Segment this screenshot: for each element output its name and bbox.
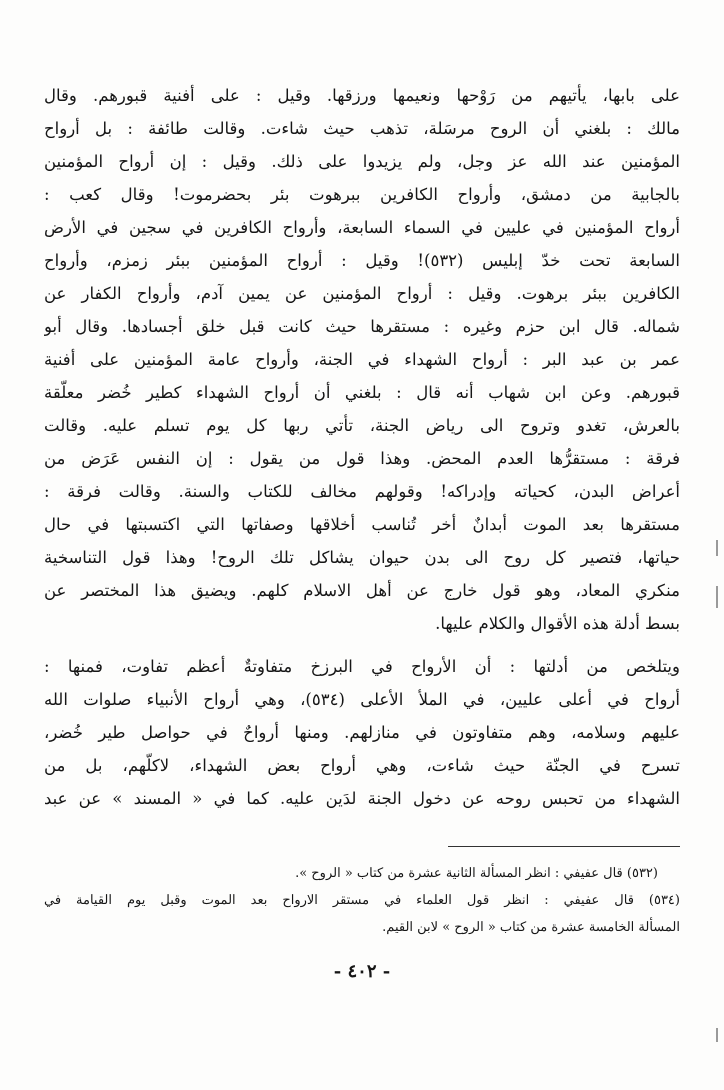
footnote-line: (٥٣٢) قال عفيفي : انظر المسألة الثانية عشرة من كتاب « الروح ». (295, 866, 658, 881)
text-line: أعراض البدن، كحياته وإدراكه! وقولهم مخالف للكتاب والسنة. وقالت فرقة : (44, 482, 680, 501)
text-line: حياتها، فتصير كل روح الى بدن حيوان يشاكل تلك الروح! وهذا قول التناسخية (44, 548, 680, 567)
text-line: السابعة تحت خدّ إبليس (٥٣٢)! وقيل : أرواح المؤمنين ببئر زمزم، وأرواح (44, 251, 680, 270)
text-line: أرواح في أعلى عليين، في الملأ الأعلى (٥٣٤)، وهي أرواح الأنبياء صلوات الله (44, 690, 680, 709)
footnote-line: (٥٣٤) قال عفيفي : انظر قول العلماء في مستقر الارواح بعد الموت وقبل يوم القيامة في (44, 893, 680, 908)
main-text (44, 79, 680, 815)
page-number: - ٤٠٢ - (333, 961, 391, 982)
text-line: بالعرش، تغدو وتروح الى رياض الجنة، تأتي ربها كل يوم تسلم عليه. وقالت (44, 416, 680, 435)
text-line: الكافرين ببئر برهوت. وقيل : أرواح المؤمنين عن يمين آدم، وأرواح الكفار عن (44, 284, 680, 303)
text-line: عمر بن عبد البر : أرواح الشهداء في الجنة، وأرواح عامة المؤمنين على أفنية (44, 350, 680, 369)
text-line: مالك : بلغني أن الروح مرسَلة، تذهب حيث شاءت. وقالت طائفة : بل أرواح (44, 119, 680, 138)
text-line: الشهداء من تحبس روحه عن دخول الجنة لدَين عليه. كما في « المسند » عن عبد (44, 789, 680, 808)
text-line: بالجابية من دمشق، وأرواح الكافرين ببرهوت بئر بحضرموت! وقال كعب : (44, 185, 680, 204)
text-line: بسط أدلة هذه الأقوال والكلام عليها. (435, 614, 680, 633)
scan-edge-mark (716, 586, 718, 608)
text-line: منكري المعاد، وهو قول خارج عن أهل الاسلام كلهم. ويضيق هذا المختصر عن (44, 581, 680, 600)
text-line: مستقرها بعد الموت أبدانٌ أخر تُناسب أخلاقها وصفاتها التي اكتسبتها في حال (44, 515, 680, 534)
text-line: تسرح في الجنّة حيث شاءت، وهي أرواح بعض الشهداء، لاكلّهم، بل من (44, 756, 680, 775)
footnote-line: المسألة الخامسة عشرة من كتاب « الروح » لابن القيم. (382, 920, 680, 935)
text-line: فرقة : مستقرُّها العدم المحض. وهذا قول من يقول : إن النفس عَرَض من (44, 449, 680, 468)
text-line: شماله. قال ابن حزم وغيره : مستقرها حيث كانت قبل خلق أجسادها. وقال أبو (44, 317, 680, 336)
text-line: قبورهم. وعن ابن شهاب أنه قال : بلغني أن أرواح الشهداء كطير خُضر معلّقة (44, 383, 680, 402)
text-line: عليهم وسلامه، وهم متفاوتون في منازلهم. ومنها أرواحٌ في حواصل طير خُضر، (44, 723, 680, 742)
footnotes (44, 860, 680, 941)
paragraph-gap (44, 640, 680, 650)
text-line: أرواح المؤمنين في عليين في السماء السابعة، وأرواح الكافرين في سجين في الأرض (44, 218, 680, 237)
scan-edge-mark (716, 540, 718, 556)
text-line: ويتلخص من أدلتها : أن الأرواح في البرزخ متفاوتةٌ أعظم تفاوت، فمنها : (44, 657, 680, 676)
text-line: على بابها، يأتيهم من رَوْحها ونعيمها ورزقها. وقيل : على أفنية قبورهم. وقال (44, 86, 680, 105)
footnote-divider (448, 846, 680, 847)
text-line: المؤمنين عند الله عز وجل، ولم يزيدوا على ذلك. وقيل : إن أرواح المؤمنين (44, 152, 680, 171)
scan-edge-mark (716, 1028, 718, 1042)
